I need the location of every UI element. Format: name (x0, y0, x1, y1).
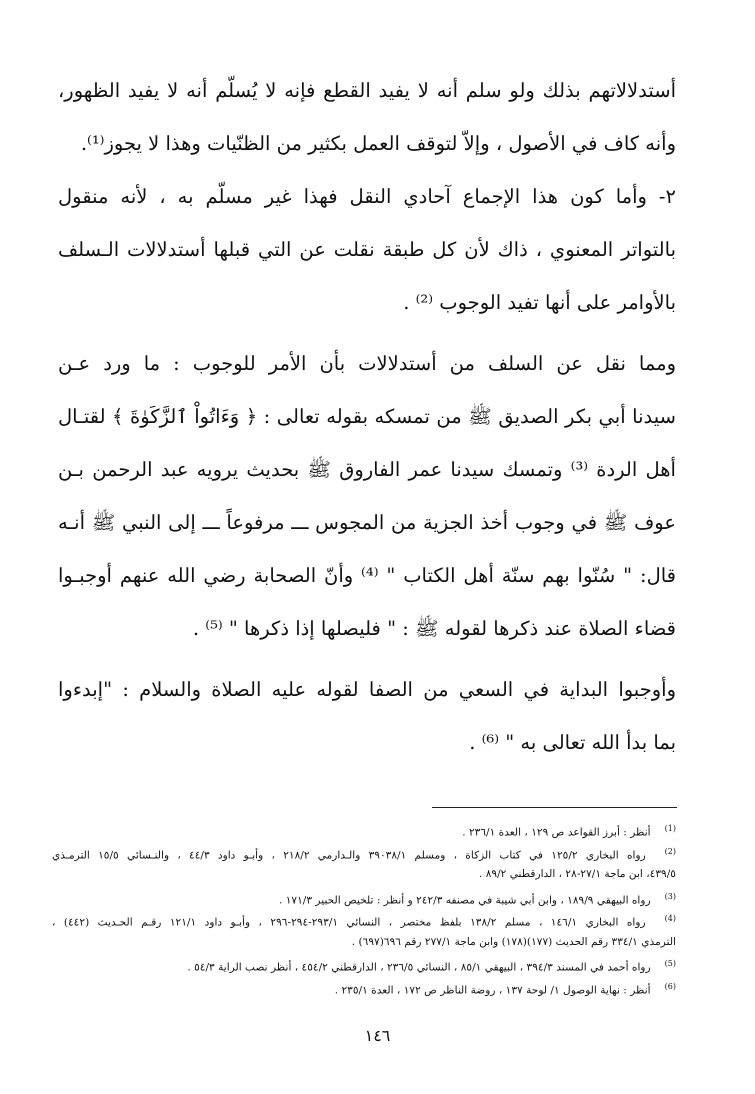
footnote-1 (52, 818, 676, 841)
text-line: سيدنا أبي بكر الصديق ﷺ من تمسكه بقوله تعالى : ﴿ وَءَاتُواْ ٱلزَّكَوٰةَ ﴾ لقتـال (58, 405, 676, 428)
footnote-text: رواه البخاري ١٤٦/١ ، مسلم ١٣٨/٢ بلفظ مختصر ، النسائي ٢٩٣/١-٢٩٤-٢٩٦ ، وأبـو داود ١٢١/١ رقـم الحـديث (٤٤٢) ، (52, 916, 646, 929)
footnote-text: أنظر : نهاية الوصول ١/ لوحة ١٣٧ ، روضة الناظر ص ١٧٢ ، العدة ٢٣٥/١ . (334, 984, 651, 997)
text-line: وأنه كاف في الأصول ، وإلاّ لتوقف العمل بكثير من الظنّيات وهذا لا يجوز⁽¹⁾. (80, 132, 676, 155)
footnote-6 (52, 976, 676, 999)
page-number: ١٤٦ (364, 1026, 391, 1045)
footnote-5 (52, 953, 676, 976)
footnote-text: رواه البخاري ١٢٥/٢ في كتاب الزكاة ، ومسلم ٣٩٠٣٨/١ والـدارمي ٢١٨/٢ ، وأبـو داود ٤٤/٣ ، والنـسائي ١٥/٥ الترمـذي (52, 849, 646, 862)
text-line: قال: " سُنّوا بهم سنّة أهل الكتاب " ⁽⁴⁾ وأنّ الصحابة رضي الله عنهم أوجبـوا (58, 564, 676, 587)
footnote-4 (52, 908, 676, 931)
text-line: ومما نقل عن السلف من أستدلالات بأن الأمر للوجوب : ما ورد عـن (58, 352, 676, 375)
footnote-number: (1) (664, 824, 676, 833)
main-text (58, 64, 676, 769)
text-line: وأوجبوا البداية في السعي من الصفا لقوله عليه الصلاة والسلام : "إبدءوا (58, 678, 676, 701)
footnote-number: (3) (664, 891, 676, 901)
footnote-2-continued: ٤٣٩/٥، ابن ماجة ٢٧/١-٢٨ ، الدارقطني ٨٩/٢ . (478, 868, 676, 880)
text-line: أستدلالاتهم بذلك ولو سلم أنه لا يفيد القطع فإنه لا يُسلّم أنه لا يفيد الظهور، (58, 79, 676, 102)
footnote-3 (52, 886, 676, 909)
footnote-4-continued: الترمذي ٣٣٤/١ رقم الحديث (١٧٧)(١٧٨) وابن ماجة ٢٧٧/١ رقم ٦٩٦(٦٩٧) . (351, 935, 676, 948)
footnote-number: (6) (664, 981, 676, 991)
text-line: قضاء الصلاة عند ذكرها لقوله ﷺ : " فليصلها إذا ذكرها " ⁽⁵⁾ . (192, 617, 676, 640)
footnote-number: (2) (664, 846, 676, 856)
text-line: عوف ﷺ في وجوب أخذ الجزية من المجوس ـــ مرفوعاً ـــ إلى النبي ﷺ أنـه (58, 511, 676, 534)
text-line: ٢- وأما كون هذا الإجماع آحادي النقل فهذا غير مسلّم به ، لأنه منقول (58, 185, 676, 208)
text-line: أهل الردة ⁽³⁾ وتمسك سيدنا عمر الفاروق ﷺ بحديث يرويه عبد الرحمن بـن (58, 458, 676, 481)
footnotes (52, 818, 676, 998)
footnote-text: أنظر : أبرز القواعد ص ١٢٩ ، العدة ٢٣٦/١ . (462, 826, 651, 839)
footnote-text: رواه أحمد في المسند ٣٩٤/٣ ، البيهقي ٨٥/١ ، النسائي ٢٣٦/٥ ، الدارقطني ٤٥٤/٢ ، أنظر نصب الراية ٥٤/٣ . (187, 961, 651, 974)
footnote-separator (432, 807, 677, 808)
footnote-number: (5) (664, 959, 676, 968)
text-line: بالتواتر المعنوي ، ذاك لأن كل طبقة نقلت عن التي قبلها أستدلالات الـسلف (58, 238, 676, 261)
footnote-2 (52, 841, 676, 864)
footnote-number: (4) (664, 914, 676, 923)
text-line: بالأوامر على أنها تفيد الوجوب ⁽²⁾ . (403, 291, 676, 314)
footnote-text: رواه البيهقي ١٨٩/٩ ، وابن أبي شيبة في مصنفه ٢٤٢/٣ و أنظر : تلخيص الحبير ١٧١/٣ . (278, 894, 651, 907)
text-line: بما بدأ الله تعالى به " ⁽⁶⁾ . (469, 731, 676, 754)
